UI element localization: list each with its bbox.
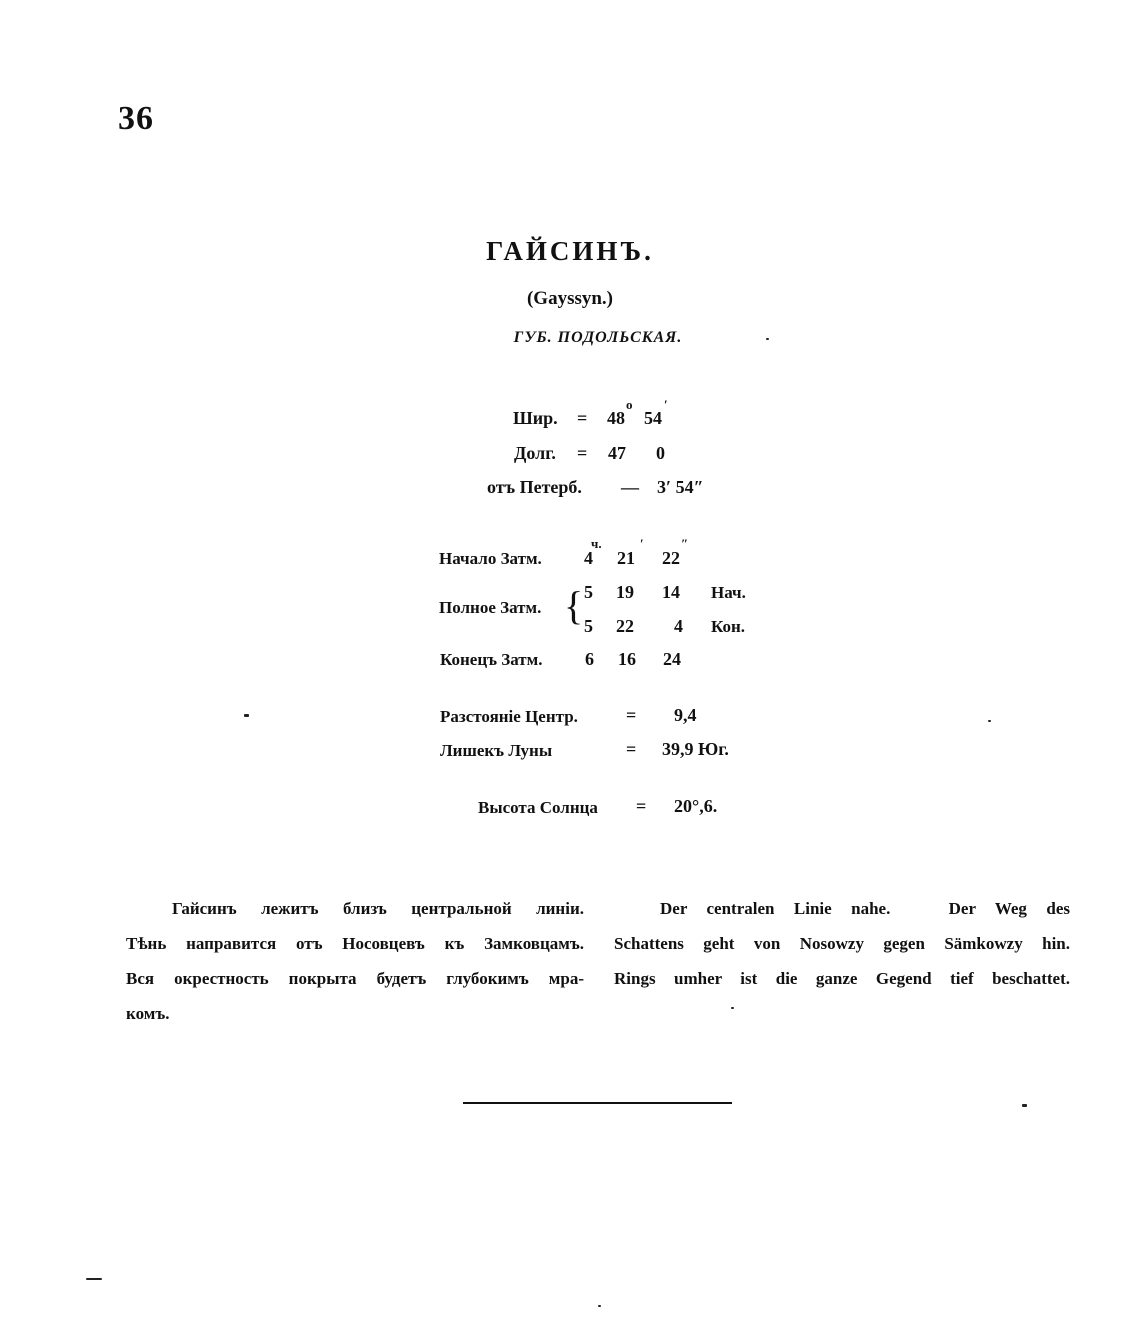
- eclipse-end-minutes: 16: [618, 649, 636, 669]
- longitude-equals: =: [577, 443, 588, 463]
- scan-speck: [86, 1278, 102, 1280]
- totality-begin-minutes: 19: [616, 582, 634, 602]
- longitude-degrees: 47: [608, 443, 626, 463]
- scan-speck: [731, 1007, 734, 1009]
- center-distance-value: 9,4: [674, 705, 697, 725]
- totality-begin-note: Нач.: [711, 583, 746, 602]
- german-line-2: Schattens geht von Nosowzy gegen Sämkowzy hin.: [614, 934, 1070, 953]
- moon-shift-label: Лишекъ Луны: [440, 741, 553, 760]
- eclipse-start-seconds: 22: [662, 548, 680, 568]
- russian-line-2: Тѣнь направится отъ Носовцевъ къ Замковцамъ.: [126, 934, 584, 953]
- german-line-3: Rings umher ist die ganze Gegend tief beschattet.: [614, 969, 1070, 988]
- closing-rule: [463, 1102, 732, 1104]
- totality-brace: {: [564, 583, 584, 628]
- latitude-minute-mark: ′: [664, 397, 668, 412]
- petersburg-offset-dash: —: [621, 477, 639, 497]
- totality-label: Полное Затм.: [439, 598, 542, 617]
- totality-begin-hours: 5: [584, 582, 593, 602]
- sun-height-equals: =: [636, 796, 647, 816]
- scan-speck: [244, 714, 249, 717]
- russian-line-4: комъ.: [126, 1004, 170, 1023]
- eclipse-start-label: Начало Затм.: [439, 549, 542, 568]
- russian-line-3: Вся окрестность покрыта будетъ глубокимъ мра-: [126, 969, 584, 988]
- moon-shift-value: 39,9 Юг.: [662, 739, 729, 759]
- latitude-degrees: 48: [607, 408, 625, 428]
- latitude-label: Шир.: [513, 408, 558, 428]
- town-title: ГАЙСИНЪ.: [486, 236, 654, 266]
- petersburg-offset-label: отъ Петерб.: [487, 477, 582, 497]
- eclipse-start-minutes: 21: [617, 548, 635, 568]
- eclipse-end-label: Конецъ Затм.: [440, 650, 543, 669]
- petersburg-offset-value: 3′ 54″: [657, 477, 704, 497]
- latitude-equals: =: [577, 408, 588, 428]
- province-label: ГУБ. ПОДОЛЬСКАЯ.: [513, 329, 683, 346]
- center-distance-equals: =: [626, 705, 637, 725]
- scan-speck: [1022, 1104, 1027, 1107]
- sun-height-value: 20°,6.: [674, 796, 718, 816]
- longitude-minutes: 0: [656, 443, 665, 463]
- german-line-1: Der centralen Linie nahe. Der Weg des: [660, 899, 1070, 918]
- latitude-degree-mark: o: [626, 397, 633, 412]
- russian-line-1: Гайсинъ лежитъ близъ центральной линіи.: [172, 899, 584, 918]
- eclipse-end-hours: 6: [585, 649, 594, 669]
- scan-speck: [988, 720, 991, 722]
- longitude-label: Долг.: [514, 443, 556, 463]
- totality-end-note: Кон.: [711, 617, 746, 636]
- scan-speck: [766, 338, 769, 340]
- latin-town-name: (Gayssyn.): [526, 288, 614, 309]
- scan-speck: [598, 1305, 601, 1307]
- center-distance-label: Разстояніе Центр.: [440, 707, 578, 726]
- eclipse-start-hours: 4: [584, 548, 593, 568]
- hours-mark: ч.: [591, 536, 602, 551]
- minutes-mark: ′: [640, 536, 644, 551]
- page-number: 36: [118, 100, 154, 137]
- totality-end-hours: 5: [584, 616, 593, 636]
- eclipse-end-seconds: 24: [663, 649, 681, 669]
- latitude-minutes: 54: [644, 408, 662, 428]
- moon-shift-equals: =: [626, 739, 637, 759]
- sun-height-label: Высота Солнца: [478, 798, 598, 817]
- totality-end-seconds: 4: [674, 616, 683, 636]
- seconds-mark: ″: [681, 536, 689, 551]
- totality-end-minutes: 22: [616, 616, 634, 636]
- totality-begin-seconds: 14: [662, 582, 680, 602]
